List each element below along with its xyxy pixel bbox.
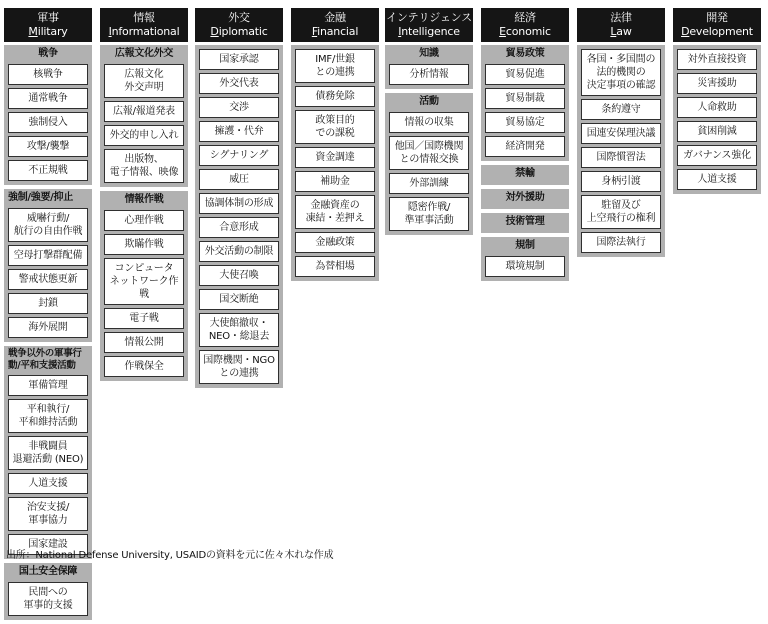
group-trade-policy bbox=[481, 45, 569, 161]
column-header bbox=[291, 8, 379, 42]
item-box: 外交代表 bbox=[199, 73, 279, 94]
group-title: 貿易政策 bbox=[505, 48, 545, 59]
column-body bbox=[577, 45, 665, 257]
column-title-jp: 金融 bbox=[324, 11, 346, 24]
item-box: 軍備管理 bbox=[8, 375, 88, 396]
item-box: 各国・多国間の 法的機関の 決定事項の確認 bbox=[581, 49, 661, 96]
column-title-en: Diplomatic bbox=[210, 25, 268, 38]
item-box: 治安支援/ 軍事協力 bbox=[8, 497, 88, 531]
item-box: 国交断絶 bbox=[199, 289, 279, 310]
column-body bbox=[481, 45, 569, 281]
column-header bbox=[100, 8, 188, 42]
column-military bbox=[4, 8, 92, 624]
item-box: 攻撃/襲撃 bbox=[8, 136, 88, 157]
group-diplomatic-main bbox=[195, 45, 283, 388]
column-title-jp: 外交 bbox=[228, 11, 250, 24]
item-box: 災害援助 bbox=[677, 73, 757, 94]
item-box: 警戒状態更新 bbox=[8, 269, 88, 290]
column-title-en: Financial bbox=[311, 25, 359, 38]
column-economic bbox=[481, 8, 569, 285]
group-title: 活動 bbox=[419, 96, 439, 107]
item-box: 情報の収集 bbox=[389, 112, 469, 133]
source-note: 出所：National Defense University, USAIDの資料を元に佐々木れな作成 bbox=[6, 550, 334, 561]
column-title-jp: 開発 bbox=[706, 11, 728, 24]
group-tech-mgmt bbox=[481, 213, 569, 233]
item-box: 威圧 bbox=[199, 169, 279, 190]
item-box: 国際機関・NGO との連携 bbox=[199, 350, 279, 384]
item-box: 金融政策 bbox=[295, 232, 375, 253]
item-box: 通常戦争 bbox=[8, 88, 88, 109]
column-title-en: Development bbox=[681, 25, 753, 38]
item-box: 電子戦 bbox=[104, 308, 184, 329]
column-title-en: Intelligence bbox=[398, 25, 460, 38]
item-box: 交渉 bbox=[199, 97, 279, 118]
column-header bbox=[577, 8, 665, 42]
item-box: 大使召喚 bbox=[199, 265, 279, 286]
group-title: 戦争以外の軍事行動/平和支援活動 bbox=[8, 348, 82, 371]
item-box: 条約遵守 bbox=[581, 99, 661, 120]
item-box: 国際法執行 bbox=[581, 232, 661, 253]
group-title: 戦争 bbox=[38, 48, 58, 59]
item-box: 欺瞞作戦 bbox=[104, 234, 184, 255]
item-box: 心理作戦 bbox=[104, 210, 184, 231]
item-box: 人命救助 bbox=[677, 97, 757, 118]
item-box: 広報文化 外交声明 bbox=[104, 64, 184, 98]
item-box: 大使館撤収・ NEO・総退去 bbox=[199, 313, 279, 347]
group-title: 広報文化外交 bbox=[114, 48, 174, 59]
column-body bbox=[4, 45, 92, 620]
item-box: 作戦保全 bbox=[104, 356, 184, 377]
item-box: 債務免除 bbox=[295, 86, 375, 107]
group-title: 知識 bbox=[419, 48, 439, 59]
item-box: 擁護・代弁 bbox=[199, 121, 279, 142]
group-mootw bbox=[4, 346, 92, 559]
group-activities bbox=[385, 93, 473, 235]
item-box: 貿易促進 bbox=[485, 64, 565, 85]
item-box: 他国／国際機関 との情報交換 bbox=[389, 136, 469, 170]
item-box: 情報公開 bbox=[104, 332, 184, 353]
item-box: 外交的申し入れ bbox=[104, 125, 184, 146]
group-coercion bbox=[4, 189, 92, 342]
group-war bbox=[4, 45, 92, 185]
group-law-main bbox=[577, 45, 665, 257]
column-header bbox=[385, 8, 473, 42]
item-box: 経済開発 bbox=[485, 136, 565, 157]
column-law bbox=[577, 8, 665, 261]
item-box: 貿易協定 bbox=[485, 112, 565, 133]
item-box: 協調体制の形成 bbox=[199, 193, 279, 214]
item-box: 補助金 bbox=[295, 171, 375, 192]
column-title-jp: 軍事 bbox=[37, 11, 59, 24]
column-title-jp: 情報 bbox=[133, 11, 155, 24]
column-diplomatic bbox=[195, 8, 283, 392]
column-body bbox=[195, 45, 283, 388]
item-box: 外交活動の制限 bbox=[199, 241, 279, 262]
item-box: 威嚇行動/ 航行の自由作戦 bbox=[8, 208, 88, 242]
item-box: 国家建設 bbox=[8, 534, 88, 555]
item-box: 貧困削減 bbox=[677, 121, 757, 142]
item-box: 環境規制 bbox=[485, 256, 565, 277]
group-regulation bbox=[481, 237, 569, 281]
group-development-main bbox=[673, 45, 761, 194]
group-public-diplomacy bbox=[100, 45, 188, 187]
group-title: 規制 bbox=[515, 240, 535, 251]
column-body bbox=[291, 45, 379, 281]
group-financial-main bbox=[291, 45, 379, 281]
group-homeland bbox=[4, 563, 92, 620]
column-header bbox=[4, 8, 92, 42]
column-body bbox=[385, 45, 473, 235]
item-box: ガバナンス強化 bbox=[677, 145, 757, 166]
column-header bbox=[673, 8, 761, 42]
item-box: 合意形成 bbox=[199, 217, 279, 238]
item-box: 対外直接投資 bbox=[677, 49, 757, 70]
column-title-en: Law bbox=[610, 25, 632, 38]
group-info-ops bbox=[100, 191, 188, 381]
item-box: 身柄引渡 bbox=[581, 171, 661, 192]
item-box: 国家承認 bbox=[199, 49, 279, 70]
item-box: コンピュータ ネットワーク作戦 bbox=[104, 258, 184, 305]
group-title: 禁輸 bbox=[515, 168, 535, 179]
item-box: 海外展開 bbox=[8, 317, 88, 338]
item-box: 人道支援 bbox=[677, 169, 757, 190]
item-box: 隠密作戦/ 準軍事活動 bbox=[389, 197, 469, 231]
item-box: 政策目的 での課税 bbox=[295, 110, 375, 144]
item-box: 金融資産の 凍結・差押え bbox=[295, 195, 375, 229]
group-foreign-aid bbox=[481, 189, 569, 209]
item-box: 民間への 軍事的支援 bbox=[8, 582, 88, 616]
item-box: 国際慣習法 bbox=[581, 147, 661, 168]
column-header bbox=[481, 8, 569, 42]
item-box: 広報/報道発表 bbox=[104, 101, 184, 122]
column-intelligence bbox=[385, 8, 473, 239]
item-box: 国連安保理決議 bbox=[581, 123, 661, 144]
item-box: 貿易制裁 bbox=[485, 88, 565, 109]
item-box: 人道支援 bbox=[8, 473, 88, 494]
group-title: 対外援助 bbox=[505, 192, 545, 203]
item-box: 空母打撃群配備 bbox=[8, 245, 88, 266]
item-box: シグナリング bbox=[199, 145, 279, 166]
item-box: 分析情報 bbox=[389, 64, 469, 85]
group-title: 国土安全保障 bbox=[18, 566, 78, 577]
group-title: 技術管理 bbox=[505, 216, 545, 227]
group-title: 情報作戦 bbox=[124, 194, 164, 205]
item-box: 駐留及び 上空飛行の権利 bbox=[581, 195, 661, 229]
column-title-jp: 法律 bbox=[610, 11, 632, 24]
group-title: 強制/強要/抑止 bbox=[8, 192, 73, 203]
item-box: 外部訓練 bbox=[389, 173, 469, 194]
item-box: 封鎖 bbox=[8, 293, 88, 314]
item-box: 不正規戦 bbox=[8, 160, 88, 181]
item-box: IMF/世銀 との連携 bbox=[295, 49, 375, 83]
item-box: 非戦闘員 退避活動 (NEO) bbox=[8, 436, 88, 470]
group-knowledge bbox=[385, 45, 473, 89]
column-development bbox=[673, 8, 761, 198]
item-box: 資金調達 bbox=[295, 147, 375, 168]
column-body bbox=[673, 45, 761, 194]
column-header bbox=[195, 8, 283, 42]
item-box: 出版物、 電子情報、映像 bbox=[104, 149, 184, 183]
column-title-en: Informational bbox=[108, 25, 180, 38]
item-box: 核戦争 bbox=[8, 64, 88, 85]
item-box: 為替相場 bbox=[295, 256, 375, 277]
column-title-jp: インテリジェンス bbox=[386, 11, 472, 24]
item-box: 強制侵入 bbox=[8, 112, 88, 133]
column-informational bbox=[100, 8, 188, 385]
column-financial bbox=[291, 8, 379, 285]
item-box: 平和執行/ 平和維持活動 bbox=[8, 399, 88, 433]
column-title-en: Military bbox=[28, 25, 68, 38]
column-title-en: Economic bbox=[499, 25, 551, 38]
column-body bbox=[100, 45, 188, 381]
group-embargo bbox=[481, 165, 569, 185]
column-title-jp: 経済 bbox=[514, 11, 536, 24]
